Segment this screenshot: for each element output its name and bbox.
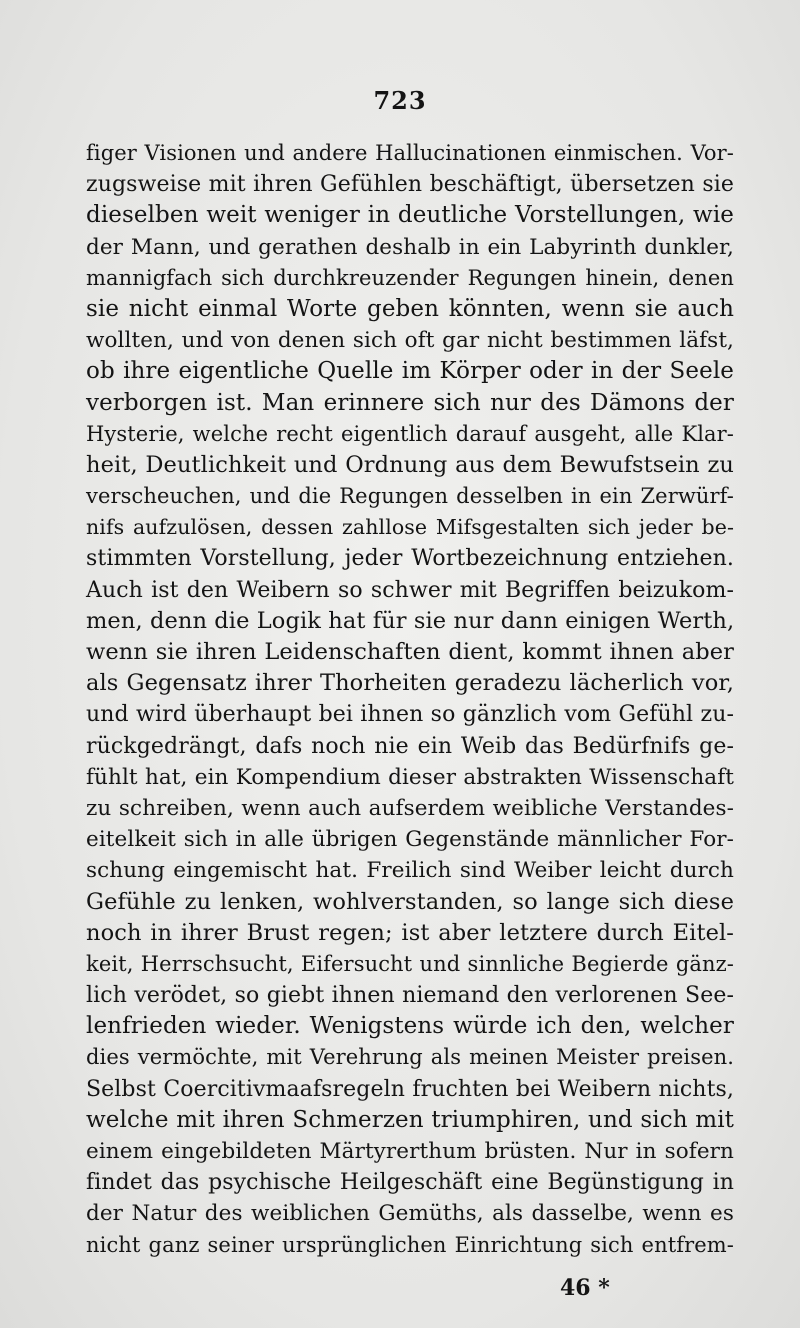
text-line: der Natur des weiblichen Gemüths, als dasselbe, wenn es	[86, 1201, 734, 1227]
text-line: dieselben weit weniger in deutliche Vorstellungen, wie	[86, 202, 734, 229]
text-line: welche mit ihren Schmerzen triumphiren, und sich mit	[86, 1106, 734, 1133]
page-number: 723	[373, 86, 427, 115]
signature-mark: 46 *	[560, 1275, 610, 1301]
text-line: lich verödet, so giebt ihnen niemand den verlorenen See-	[86, 983, 734, 1009]
text-line: figer Visionen und andere Hallucinationen einmischen. Vor-	[86, 141, 734, 165]
text-line: nifs aufzulösen, dessen zahllose Mifsgestalten sich jeder be-	[86, 515, 734, 540]
text-line: dies vermöchte, mit Verehrung als meinen Meister preisen.	[86, 1045, 734, 1070]
text-line: einem eingebildeten Märtyrerthum brüsten. Nur in sofern	[86, 1139, 734, 1164]
text-line: wollten, und von denen sich oft gar nicht bestimmen läfst,	[86, 328, 734, 354]
text-line: heit, Deutlichkeit und Ordnung aus dem Bewufstsein zu	[86, 451, 734, 478]
text-line: der Mann, und gerathen deshalb in ein Labyrinth dunkler,	[86, 234, 734, 260]
text-line: verborgen ist. Man erinnere sich nur des Dämons der	[86, 389, 734, 416]
text-line: sie nicht einmal Worte geben könnten, wenn sie auch	[86, 295, 734, 322]
text-line: ob ihre eigentliche Quelle im Körper oder in der Seele	[86, 358, 734, 385]
text-line: zugsweise mit ihren Gefühlen beschäftigt, übersetzen sie	[86, 172, 734, 198]
text-line: und wird überhaupt bei ihnen so gänzlich vom Gefühl zu-	[86, 702, 734, 728]
body-text	[86, 138, 734, 1261]
text-line: keit, Herrschsucht, Eifersucht und sinnliche Begierde gänz-	[86, 951, 734, 976]
text-line: eitelkeit sich in alle übrigen Gegenstände männlicher For-	[86, 827, 734, 853]
text-line: mannigfach sich durchkreuzender Regungen hinein, denen	[86, 265, 734, 290]
text-line: wenn sie ihren Leidenschaften dient, kommt ihnen aber	[86, 639, 734, 665]
text-line: zu schreiben, wenn auch aufserdem weibliche Verstandes-	[86, 795, 734, 821]
text-line: men, denn die Logik hat für sie nur dann einigen Werth,	[86, 607, 735, 634]
text-line: Selbst Coercitivmaafsregeln fruchten bei Weibern nichts,	[86, 1076, 734, 1102]
text-line: schung eingemischt hat. Freilich sind Weiber leicht durch	[86, 858, 734, 884]
text-line: Gefühle zu lenken, wohlverstanden, so lange sich diese	[86, 888, 734, 915]
text-line: lenfrieden wieder. Wenigstens würde ich den, welcher	[86, 1013, 734, 1040]
text-line: stimmten Vorstellung, jeder Wortbezeichnung entziehen.	[86, 546, 734, 572]
text-line: Auch ist den Weibern so schwer mit Begriffen beizukom-	[86, 577, 734, 603]
text-line: findet das psychische Heilgeschäft eine Begünstigung in	[86, 1170, 734, 1196]
text-line: rückgedrängt, dafs noch nie ein Weib das Bedürfnifs ge-	[86, 733, 734, 759]
text-line: noch in ihrer Brust regen; ist aber letztere durch Eitel-	[86, 919, 734, 946]
text-line: als Gegensatz ihrer Thorheiten geradezu lächerlich vor,	[86, 670, 734, 697]
text-line: nicht ganz seiner ursprünglichen Einrichtung sich entfrem-	[86, 1232, 734, 1257]
text-line: fühlt hat, ein Kompendium dieser abstrakten Wissenschaft	[86, 764, 734, 790]
text-line: Hysterie, welche recht eigentlich darauf ausgeht, alle Klar-	[86, 421, 734, 446]
text-line: verscheuchen, und die Regungen desselben in ein Zerwürf-	[86, 484, 734, 509]
